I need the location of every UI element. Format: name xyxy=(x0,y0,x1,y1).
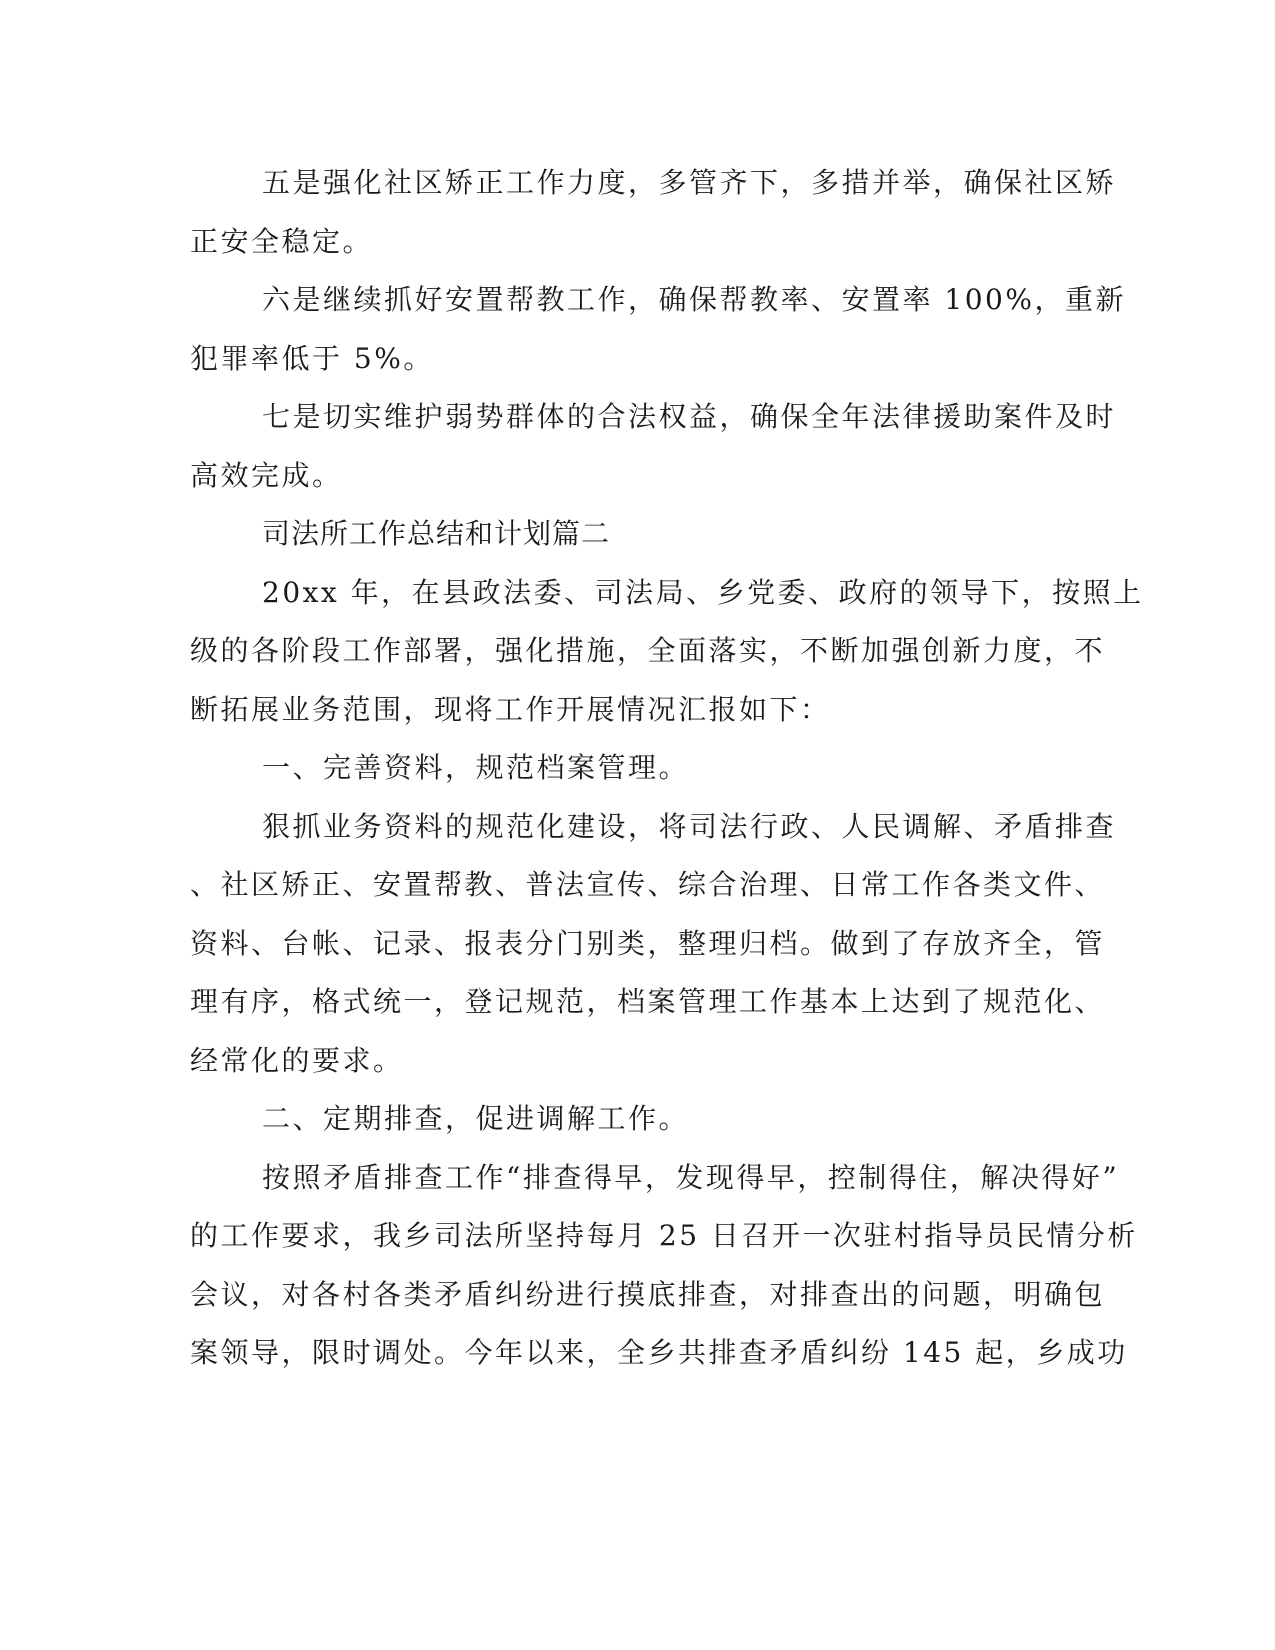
paragraph-line: 七是切实维护弱势群体的合法权益，确保全年法律援助案件及时 xyxy=(262,400,1117,433)
heading-line: 二、定期排查，促进调解工作。 xyxy=(262,1102,690,1135)
paragraph-line: 会议，对各村各类矛盾纠纷进行摸底排查，对排查出的问题，明确包 xyxy=(190,1278,1106,1311)
heading-line: 一、完善资料，规范档案管理。 xyxy=(262,751,690,784)
paragraph-line: 犯罪率低于 5%。 xyxy=(190,342,434,375)
paragraph-line: 按照矛盾排查工作“排查得早，发现得早，控制得住，解决得好” xyxy=(262,1161,1120,1194)
section-title: 司法所工作总结和计划篇二 xyxy=(262,517,611,550)
paragraph-line: 级的各阶段工作部署，强化措施，全面落实，不断加强创新力度，不 xyxy=(190,634,1106,667)
paragraph-line: 五是强化社区矫正工作力度，多管齐下，多措并举，确保社区矫 xyxy=(262,166,1117,199)
paragraph-line: 的工作要求，我乡司法所坚持每月 25 日召开一次驻村指导员民情分析 xyxy=(190,1219,1138,1252)
paragraph-line: 案领导，限时调处。今年以来，全乡共排查矛盾纠纷 145 起，乡成功 xyxy=(190,1336,1128,1369)
paragraph-line: 20xx 年，在县政法委、司法局、乡党委、政府的领导下，按照上 xyxy=(262,576,1144,609)
paragraph-line: 高效完成。 xyxy=(190,459,343,492)
paragraph-line: 理有序，格式统一，登记规范，档案管理工作基本上达到了规范化、 xyxy=(190,985,1106,1018)
paragraph-line: 六是继续抓好安置帮教工作，确保帮教率、安置率 100%，重新 xyxy=(262,283,1126,316)
paragraph-line: 资料、台帐、记录、报表分门别类，整理归档。做到了存放齐全，管 xyxy=(190,927,1106,960)
paragraph-line: 、社区矫正、安置帮教、普法宣传、综合治理、日常工作各类文件、 xyxy=(190,868,1106,901)
paragraph-line: 狠抓业务资料的规范化建设，将司法行政、人民调解、矛盾排查 xyxy=(262,810,1117,843)
paragraph-line: 断拓展业务范围，现将工作开展情况汇报如下： xyxy=(190,693,831,726)
paragraph-line: 经常化的要求。 xyxy=(190,1044,404,1077)
paragraph-line: 正安全稳定。 xyxy=(190,225,374,258)
